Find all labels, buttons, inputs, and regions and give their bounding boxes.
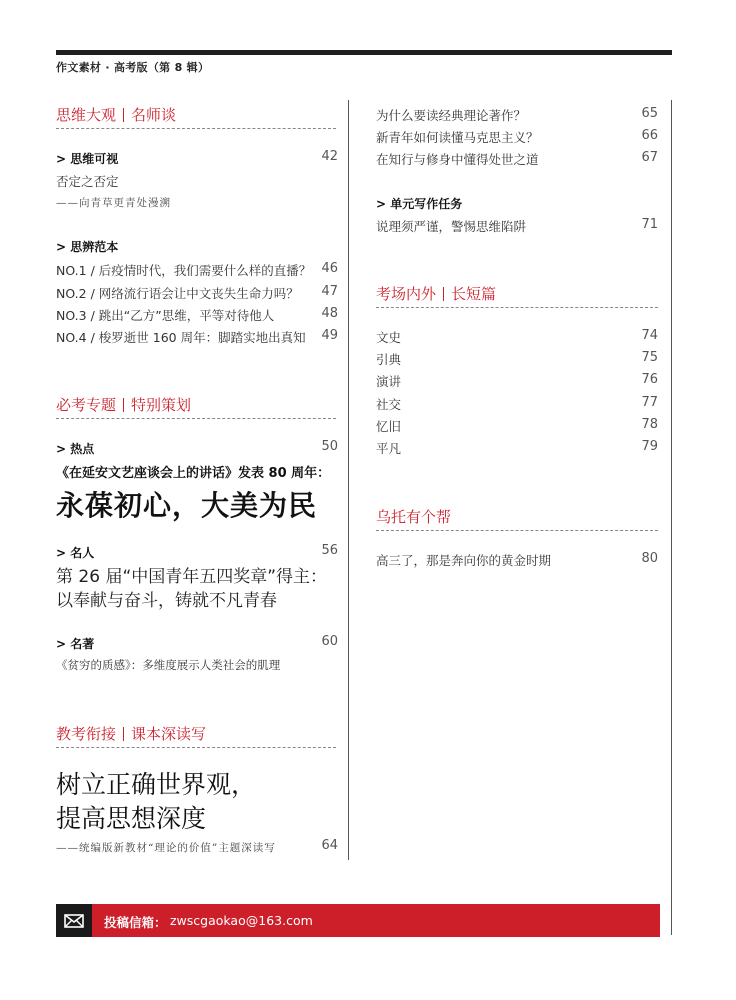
section-heading-exam (376, 283, 496, 304)
toc-entry[interactable]: 为什么要读经典理论著作？ (376, 108, 527, 123)
category-label: > 名人 (56, 546, 95, 560)
toc-entry[interactable]: 在知行与修身中懂得处世之道 (376, 152, 539, 167)
page-number: 56 (321, 543, 338, 558)
page-number: 49 (321, 328, 338, 343)
heading-separator (123, 727, 124, 741)
section-heading-utopia (376, 506, 451, 527)
page-number: 75 (641, 350, 658, 365)
page-number: 48 (321, 306, 338, 321)
toc-entry-subtitle: ——统编版新教材“理论的价值”主题深读写 (56, 842, 276, 854)
toc-entry[interactable]: NO.1 / 后疫情时代，我们需要什么样的直播？ (56, 263, 312, 278)
toc-entry[interactable]: 高三了，那是奔向你的黄金时期 (376, 553, 552, 568)
toc-entry[interactable]: 忆旧 (376, 419, 402, 434)
dashed-divider (376, 307, 658, 308)
page-number: 67 (641, 150, 658, 165)
toc-entry[interactable]: NO.4 / 梭罗逝世 160 周年：脚踏实地出真知 (56, 330, 306, 345)
page-number: 80 (641, 551, 658, 566)
category-label: > 单元写作任务 (376, 197, 463, 211)
page-number: 46 (321, 261, 338, 276)
toc-entry[interactable]: 演讲 (376, 374, 402, 389)
heading-separator (443, 287, 444, 301)
page-number: 77 (641, 395, 658, 410)
category-label: > 思维可视 (56, 152, 119, 166)
toc-entry[interactable]: 社交 (376, 397, 402, 412)
toc-entry[interactable]: 平凡 (376, 441, 402, 456)
section-heading-textbook (56, 723, 206, 744)
category-label: > 思辨范本 (56, 240, 119, 254)
page-number: 79 (641, 439, 658, 454)
toc-entry[interactable]: NO.2 / 网络流行语会让中文丧失生命力吗？ (56, 286, 299, 301)
dashed-divider (376, 530, 658, 531)
right-margin-rule (671, 100, 672, 935)
toc-entry[interactable]: 文史 (376, 330, 402, 345)
page-number: 71 (641, 217, 658, 232)
dashed-divider (56, 418, 336, 419)
journal-title: 作文素材 · 高考版（第 8 辑） (56, 61, 210, 74)
category-label: > 热点 (56, 442, 95, 456)
dashed-divider (56, 747, 336, 748)
section-heading-sub: 课本深读写 (131, 725, 207, 743)
toc-entry[interactable]: 《贫穷的质感》：多维度展示人类社会的肌理 (56, 658, 281, 672)
section-heading-sub: 特别策划 (131, 396, 192, 414)
page-number: 74 (641, 328, 658, 343)
column-divider (348, 100, 349, 860)
section-heading-special (56, 394, 191, 415)
page-number: 66 (641, 128, 658, 143)
feature-line[interactable]: 以奉献与奋斗，铸就不凡青春 (56, 591, 277, 611)
page-number: 42 (321, 149, 338, 164)
page-number: 64 (321, 838, 338, 853)
heading-separator (123, 108, 124, 122)
submission-label: 投稿信箱： (104, 915, 167, 930)
submission-email-link[interactable]: zwscgaokao@163.com (170, 913, 313, 928)
section-heading-main: 考场内外 (376, 285, 437, 303)
toc-entry-title[interactable]: 否定之否定 (56, 174, 119, 189)
section-heading-main: 思维大观 (56, 106, 117, 124)
feature-headline[interactable]: 树立正确世界观， (56, 770, 257, 799)
envelope-icon-graphic (64, 914, 84, 928)
section-heading-thinking (56, 104, 176, 125)
section-heading-sub: 名师谈 (131, 106, 177, 124)
section-heading-main: 教考衔接 (56, 725, 117, 743)
heading-separator (123, 398, 124, 412)
category-label: > 名著 (56, 637, 95, 651)
top-rule (56, 50, 672, 55)
feature-headline[interactable]: 永葆初心，大美为民 (56, 489, 318, 522)
page-number: 78 (641, 417, 658, 432)
feature-headline[interactable]: 提高思想深度 (56, 804, 207, 833)
feature-subtitle: 《在延安文艺座谈会上的讲话》发表 80 周年： (56, 466, 331, 481)
page-number: 65 (641, 106, 658, 121)
envelope-icon (56, 904, 92, 937)
toc-entry[interactable]: 新青年如何读懂马克思主义？ (376, 130, 539, 145)
page-number: 47 (321, 284, 338, 299)
page-number: 60 (321, 634, 338, 649)
dashed-divider (56, 128, 336, 129)
page-number: 50 (321, 439, 338, 454)
toc-entry[interactable]: 说理须严谨，警惕思维陷阱 (376, 219, 527, 234)
page-number: 76 (641, 372, 658, 387)
feature-line[interactable]: 第 26 届“中国青年五四奖章”得主： (56, 567, 328, 587)
section-heading-sub: 长短篇 (451, 285, 497, 303)
section-heading-main: 乌托有个帮 (376, 508, 452, 526)
section-heading-main: 必考专题 (56, 396, 117, 414)
toc-entry-subtitle: ——向青草更青处漫溯 (56, 197, 171, 209)
toc-entry[interactable]: NO.3 / 跳出“乙方”思维，平等对待他人 (56, 308, 275, 323)
toc-entry[interactable]: 引典 (376, 352, 402, 367)
